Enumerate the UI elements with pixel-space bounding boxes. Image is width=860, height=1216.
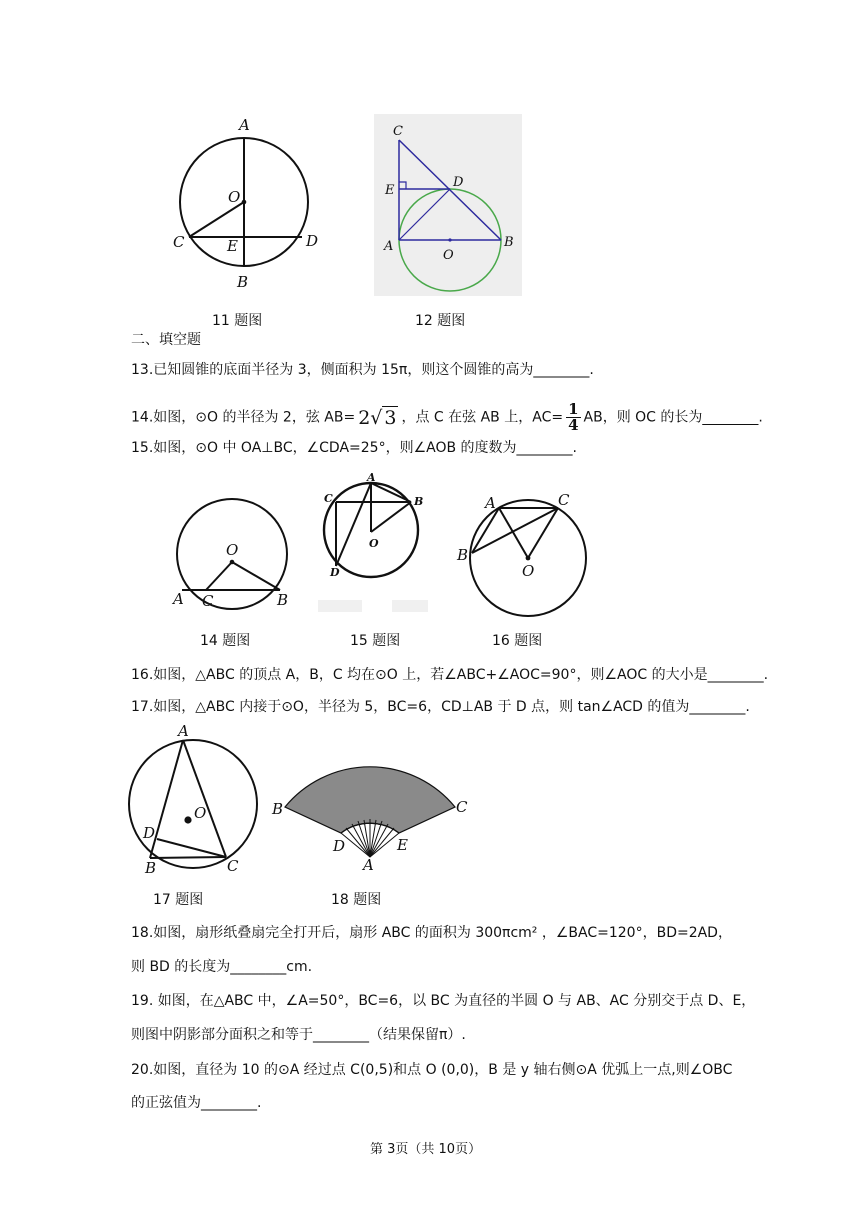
- question-15: 15.如图，⊙O 中 OA⊥BC，∠CDA=25°，则∠AOB 的度数为________.: [131, 440, 577, 456]
- figure-15: [318, 472, 430, 617]
- q14-radical: 2√ 3: [358, 406, 397, 429]
- label-d: D: [306, 232, 319, 250]
- label-o: O: [369, 537, 379, 550]
- question-19-line-1: 19. 如图，在△ABC 中，∠A=50°，BC=6，以 BC 为直径的半圆 O 与 AB、AC 分别交于点 D、E，: [131, 993, 756, 1009]
- question-20-line-1: 20.如图，直径为 10 的⊙A 经过点 C(0,5)和点 O (0,0)，B 是 y 轴右侧⊙A 优弧上一点,则∠OBC: [131, 1062, 733, 1078]
- label-b: B: [237, 273, 249, 291]
- label-a: A: [178, 722, 189, 740]
- question-17: 17.如图，△ABC 内接于⊙O，半径为 5，BC=6，CD⊥AB 于 D 点，则 tan∠ACD 的值为________.: [131, 699, 750, 715]
- question-19-line-2: 则图中阴影部分面积之和等于________（结果保留π）.: [131, 1027, 466, 1043]
- label-b: B: [272, 800, 284, 818]
- label-c: C: [456, 798, 468, 816]
- label-o: O: [443, 248, 454, 263]
- segment-da: [336, 483, 371, 566]
- caption-fig12: 12 题图: [415, 313, 466, 329]
- question-16: 16.如图，△ABC 的顶点 A，B，C 均在⊙O 上，若∠ABC+∠AOC=90°，则∠AOC 的大小是________.: [131, 667, 769, 683]
- segment-ob: [232, 562, 280, 590]
- label-o: O: [228, 188, 241, 206]
- label-a: A: [363, 856, 374, 874]
- right-angle-mark: [399, 182, 406, 189]
- label-e: E: [227, 237, 238, 255]
- label-c: C: [227, 857, 239, 875]
- question-14: [131, 400, 763, 434]
- label-d: D: [143, 824, 156, 842]
- label-c: C: [173, 233, 185, 251]
- figure-11: [170, 110, 330, 300]
- caption-fig16: 16 题图: [492, 633, 543, 649]
- question-13: 13.已知圆锥的底面半径为 3，侧面积为 15π，则这个圆锥的高为________.: [131, 362, 594, 378]
- label-b: B: [457, 546, 469, 564]
- figure-14: [168, 505, 308, 615]
- center-point: [448, 238, 451, 241]
- label-o: O: [226, 541, 239, 559]
- caption-fig17: 17 题图: [153, 892, 204, 908]
- caption-fig15: 15 题图: [350, 633, 401, 649]
- page-footer: 第 3页（共 10页）: [370, 1142, 482, 1157]
- figure-17: [126, 722, 262, 878]
- question-18-line-1: 18.如图，扇形纸叠扇完全打开后，扇形 ABC 的面积为 300πcm² ，∠BAC=120°，BD=2AD，: [131, 925, 732, 941]
- caption-fig11: 11 题图: [212, 313, 263, 329]
- figure-18: [270, 740, 470, 874]
- caption-fig14: 14 题图: [200, 633, 251, 649]
- label-a: A: [239, 116, 250, 134]
- center-point: [526, 556, 531, 561]
- label-e: E: [385, 183, 395, 198]
- segment-oc: [189, 202, 244, 237]
- label-b: B: [504, 235, 514, 250]
- label-a: A: [485, 494, 496, 512]
- label-e: E: [397, 836, 408, 854]
- label-d: D: [330, 566, 340, 579]
- label-o: O: [522, 562, 535, 580]
- label-c: C: [393, 124, 403, 139]
- question-20-line-2: 的正弦值为________.: [131, 1095, 262, 1111]
- segment-bc: [150, 857, 226, 858]
- center-point: [230, 560, 235, 565]
- segment-ac: [183, 740, 226, 857]
- segment-ao: [499, 508, 528, 558]
- segment-cd: [157, 839, 226, 857]
- label-c: C: [558, 491, 570, 509]
- q14-text-post: AB，则 OC 的长为________.: [583, 409, 763, 426]
- section-title: 二、填空题: [131, 332, 201, 348]
- center-point: [184, 816, 191, 823]
- figure-16: [452, 490, 592, 616]
- label-a: A: [367, 471, 376, 484]
- label-o: O: [194, 804, 207, 822]
- figure-12: [374, 114, 522, 296]
- label-d: D: [333, 837, 346, 855]
- q14-fraction: $\frac{1}{4}$: [568, 400, 579, 434]
- segment-ob: [371, 502, 411, 532]
- label-a: A: [173, 590, 184, 608]
- q14-text-pre: 14.如图，⊙O 的半径为 2，弦 AB=: [131, 409, 356, 426]
- center-point: [242, 200, 247, 205]
- label-b: B: [414, 495, 424, 508]
- label-d: D: [453, 175, 464, 190]
- label-a: A: [384, 239, 394, 254]
- label-c: C: [202, 592, 214, 610]
- label-b: B: [145, 859, 157, 877]
- q14-text-mid: ，点 C 在弦 AB 上，AC=: [401, 409, 564, 426]
- segment-oc: [206, 562, 232, 590]
- caption-fig18: 18 题图: [331, 892, 382, 908]
- segment-ab: [371, 483, 411, 502]
- label-b: B: [277, 591, 289, 609]
- question-18-line-2: 则 BD 的长度为________cm.: [131, 959, 313, 975]
- label-c: C: [324, 492, 333, 505]
